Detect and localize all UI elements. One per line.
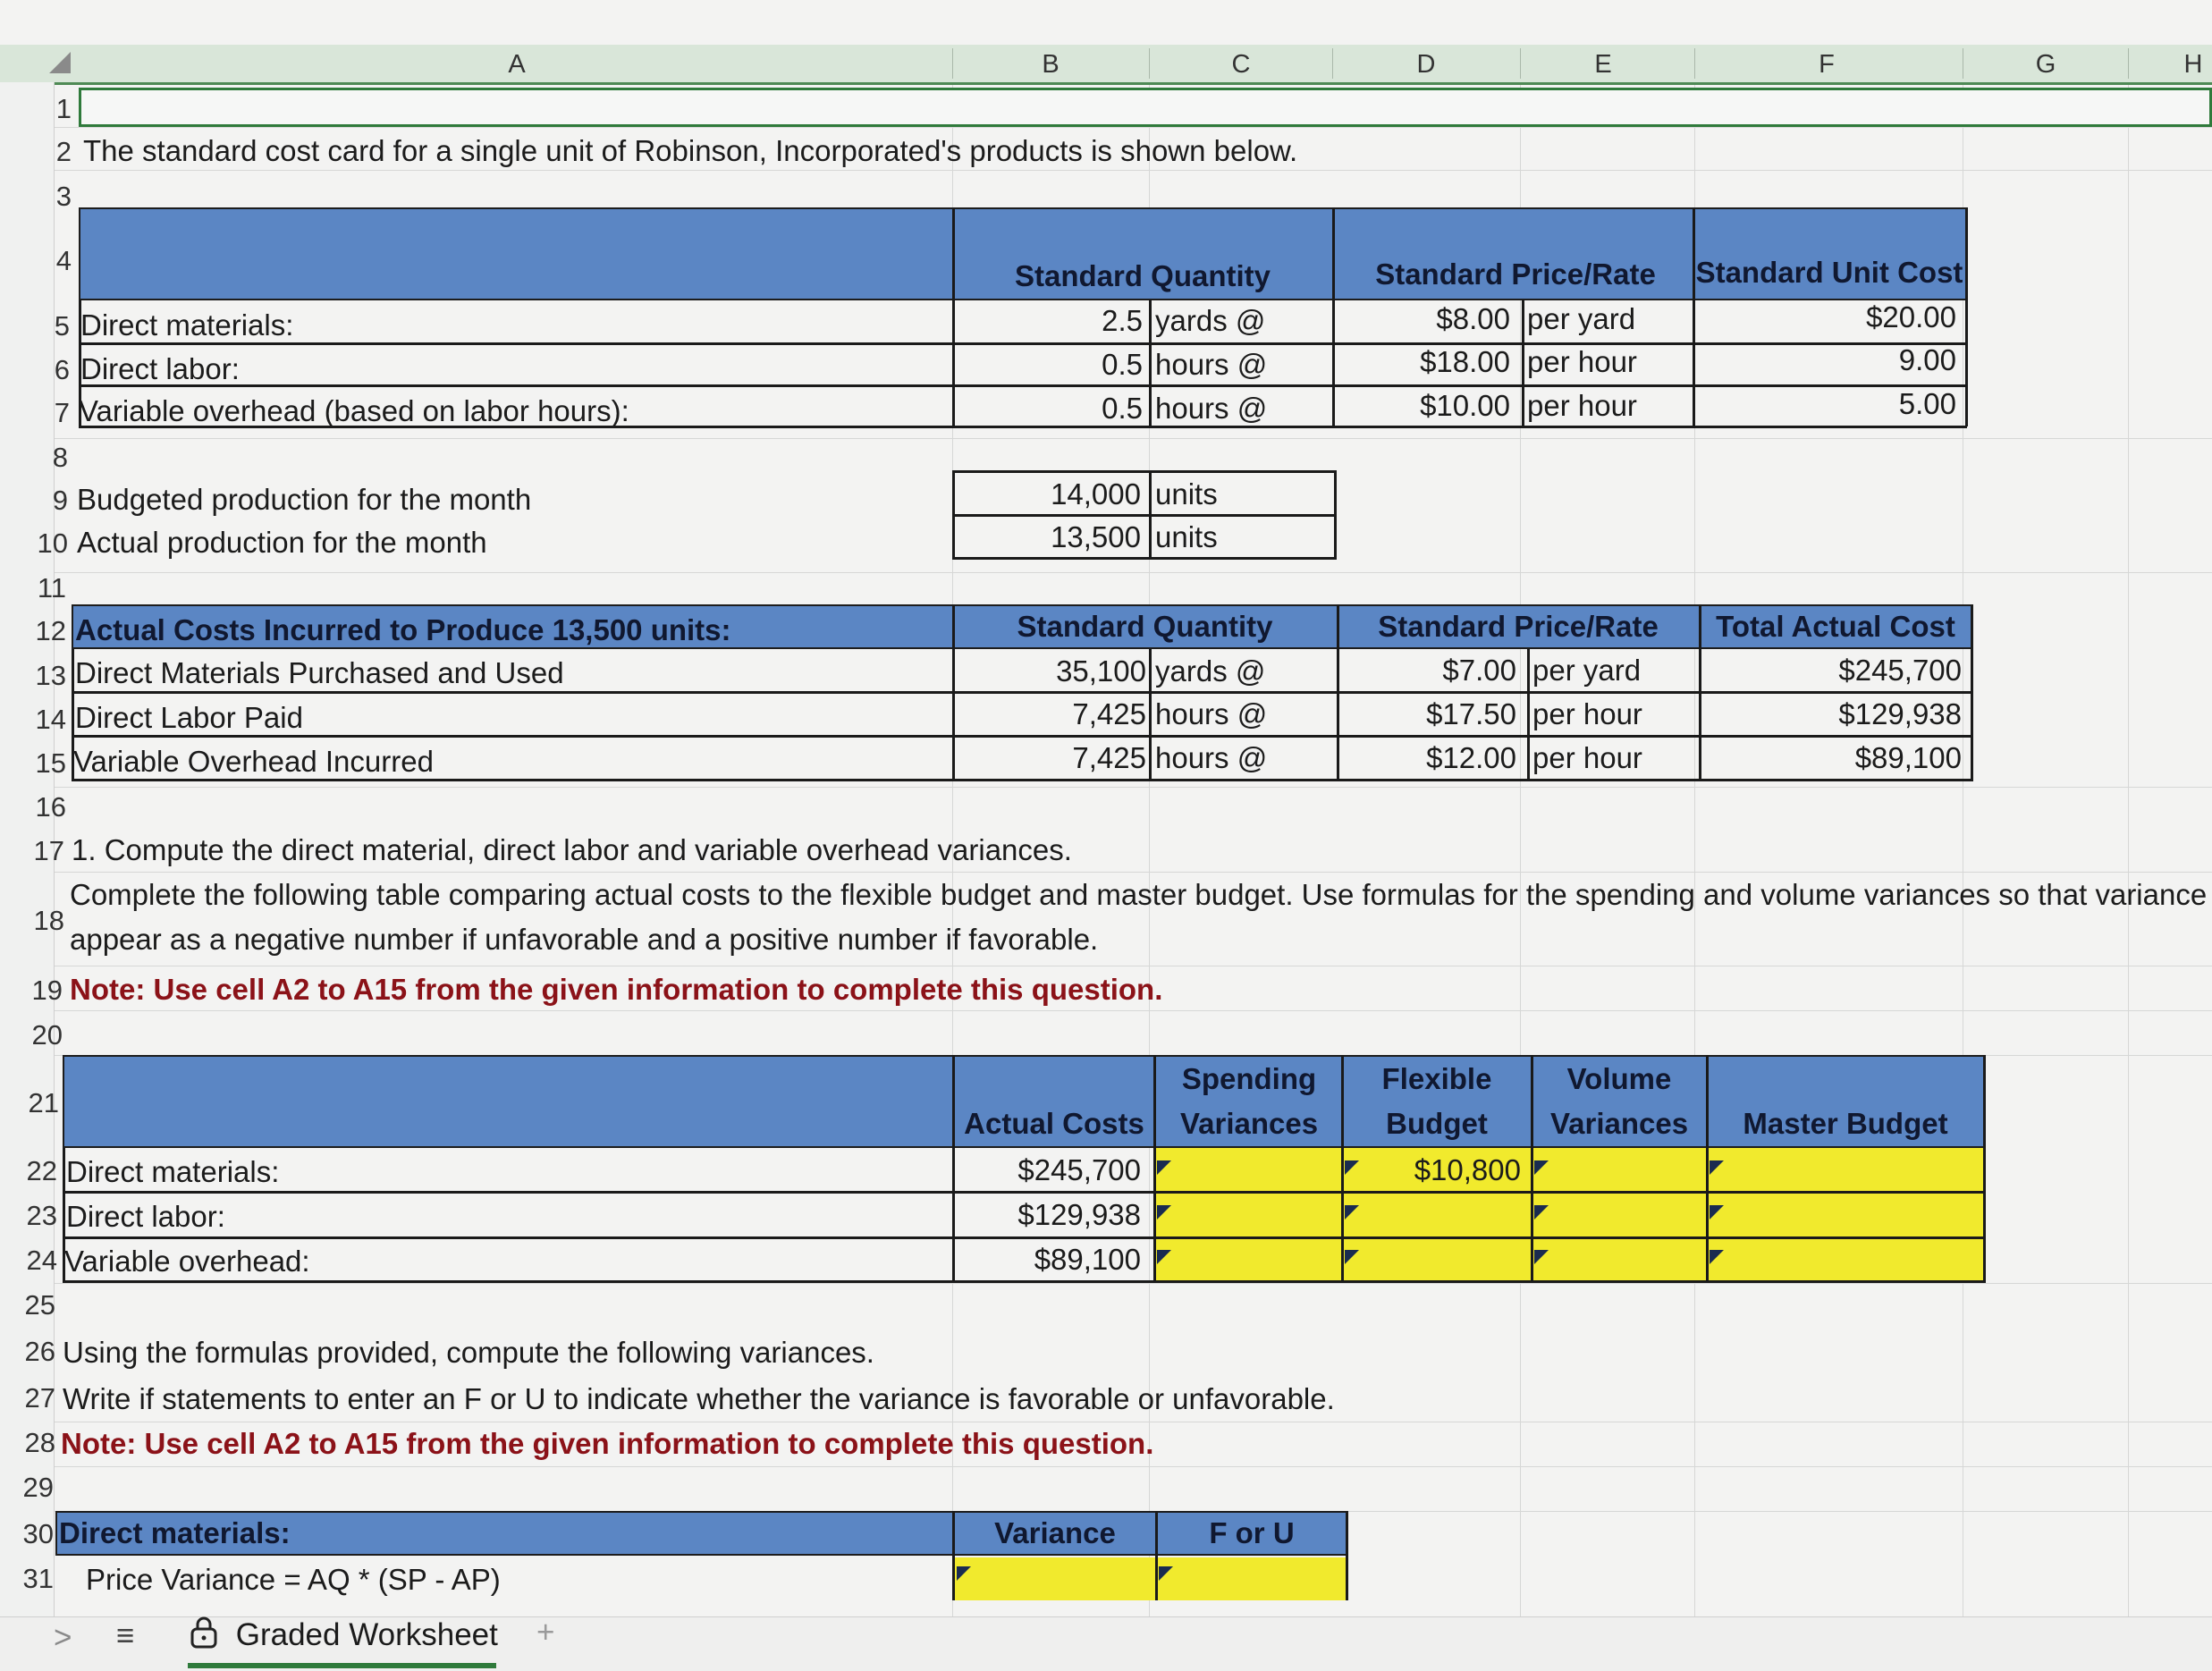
header-variance[interactable]: Variance [994,1516,1116,1549]
budget-row-actual[interactable]: $245,700 [1017,1153,1141,1186]
border [72,779,1972,781]
column-header-d[interactable]: D [1416,50,1436,79]
header-master-budget[interactable]: Master Budget [1743,1107,1948,1140]
column-header-c[interactable]: C [1231,50,1251,79]
column-divider[interactable] [952,48,953,79]
budget-row-actual[interactable]: $89,100 [1034,1243,1141,1276]
border [1522,300,1524,426]
cost-row-price[interactable]: $18.00 [1420,345,1510,378]
row-number[interactable]: 17 [33,835,64,866]
row-number[interactable]: 29 [22,1472,54,1503]
intro-text[interactable]: The standard cost card for a single unit of Robinson, Incorporated's products is shown below. [83,134,1298,167]
actual-row-qty-unit[interactable]: hours @ [1155,741,1268,774]
border [952,557,1337,560]
border [952,207,955,426]
border [72,735,1972,738]
border [1983,1055,1986,1283]
border [1334,470,1337,560]
actual-row-qty[interactable]: 7,425 [1072,697,1146,730]
gridline [1520,76,1521,1623]
cost-row-price-unit[interactable]: per hour [1527,345,1637,378]
row-number[interactable]: 18 [33,905,64,936]
menu-icon[interactable]: ≡ [116,1618,135,1653]
border [1149,300,1152,426]
actual-row-price[interactable]: $12.00 [1426,741,1516,774]
column-divider[interactable] [1332,48,1333,79]
header-standard-quantity[interactable]: Standard Quantity [1017,610,1273,643]
row-number[interactable]: 31 [22,1563,54,1594]
border [63,1280,1985,1283]
gridline [49,1010,2212,1011]
gridline [2128,76,2129,1623]
column-divider[interactable] [1520,48,1521,79]
formula-flag-icon [1345,1250,1359,1264]
column-header-a[interactable]: A [508,50,526,79]
variance-table-title[interactable]: Direct materials: [59,1516,291,1549]
column-header-h[interactable]: H [2183,50,2203,79]
active-tab-underline [188,1663,496,1668]
input-area-yellow[interactable] [1155,1148,1983,1283]
row-number[interactable]: 13 [35,660,66,691]
header-standard-price[interactable]: Standard Price/Rate [1375,257,1656,291]
formula-flag-icon [1534,1250,1549,1264]
formula-flag-icon [1345,1205,1359,1219]
row-number[interactable]: 1 [55,93,72,124]
column-header-e[interactable]: E [1594,50,1612,79]
row-number[interactable]: 27 [24,1382,55,1414]
lock-icon [190,1616,218,1649]
actual-row-label[interactable]: Direct Materials Purchased and Used [75,656,564,689]
cost-row-label[interactable]: Direct labor: [80,352,240,385]
gridline [49,170,2212,171]
row-number[interactable]: 25 [24,1289,55,1321]
gridline [49,872,2212,873]
sheet-tab-graded-worksheet[interactable] [190,1616,498,1653]
border [1706,1055,1709,1283]
actual-row-label[interactable]: Variable Overhead Incurred [73,745,434,778]
border [1965,207,1968,426]
formula-flag-icon [1710,1160,1724,1175]
column-header-bar [0,45,2212,85]
header-volume-variances[interactable]: Volume [1566,1062,1672,1095]
border [63,1191,1985,1194]
header-spending-variances[interactable]: Spending [1181,1062,1317,1095]
formula-flag-icon [1534,1205,1549,1219]
border [952,470,1337,473]
budget-row-flexible[interactable]: $10,800 [1414,1153,1521,1186]
row-number[interactable]: 24 [26,1245,57,1276]
price-variance-label[interactable]: Price Variance = AQ * (SP - AP) [86,1563,501,1596]
budget-row-label[interactable]: Variable overhead: [64,1245,310,1278]
row-number[interactable]: 4 [55,245,72,276]
cost-row-unit-cost[interactable]: 9.00 [1898,343,1956,376]
actual-row-price[interactable]: $7.00 [1442,654,1516,687]
header-flexible-budget-line2[interactable]: Budget [1386,1107,1488,1140]
header-standard-price[interactable]: Standard Price/Rate [1378,610,1659,643]
budget-row-label[interactable]: Direct labor: [66,1200,225,1233]
row-number[interactable]: 12 [35,615,66,646]
row-number[interactable]: 7 [54,397,70,428]
q1-instruction[interactable]: 1. Compute the direct material, direct labor and variable overhead variances. [72,833,1072,866]
cost-row-label[interactable]: Variable overhead (based on labor hours): [79,394,629,427]
select-all-corner[interactable] [49,52,71,73]
cost-row-price-unit[interactable]: per hour [1527,389,1637,422]
production-unit[interactable]: units [1155,477,1218,511]
budget-row-actual[interactable]: $129,938 [1017,1198,1141,1231]
row-number[interactable]: 22 [26,1155,57,1186]
gridline [49,1466,2212,1467]
cost-row-unit-cost[interactable]: 5.00 [1898,387,1956,420]
actual-row-total[interactable]: $245,700 [1838,654,1962,687]
budget-row-label[interactable]: Direct materials: [66,1155,280,1188]
column-divider[interactable] [1694,48,1695,79]
formula-flag-icon [1157,1205,1171,1219]
cost-row-label[interactable]: Direct materials: [80,308,294,342]
header-standard-quantity[interactable]: Standard Quantity [1014,259,1271,292]
column-header-f[interactable]: F [1819,50,1835,79]
border [952,1055,955,1283]
border [1332,207,1335,426]
formula-flag-icon [1710,1250,1724,1264]
gridline [49,438,2212,439]
border [1149,470,1152,560]
cost-row-qty-unit[interactable]: yards @ [1155,304,1266,337]
selected-cell-a1[interactable] [79,88,2212,127]
border [63,1236,1985,1239]
column-header-g[interactable]: G [2035,50,2056,79]
row-number[interactable]: 15 [35,747,66,779]
formula-flag-icon [1710,1205,1724,1219]
border [952,470,955,560]
row-number[interactable]: 6 [54,354,70,385]
row-number[interactable]: 5 [54,310,70,342]
column-divider[interactable] [1149,48,1150,79]
row-number[interactable]: 10 [37,527,68,559]
header-volume-variances-line2[interactable]: Variances [1549,1107,1689,1140]
border [1693,207,1695,426]
production-unit[interactable]: units [1155,520,1218,553]
row-number[interactable]: 28 [24,1427,55,1458]
border [79,342,1967,345]
row-number[interactable]: 19 [31,975,63,1006]
cost-row-qty[interactable]: 2.5 [1102,304,1143,337]
production-value[interactable]: 13,500 [1051,520,1141,553]
header-actual-costs[interactable]: Actual Costs [964,1107,1144,1140]
column-divider[interactable] [2128,48,2129,79]
cost-row-price[interactable]: $10.00 [1420,389,1510,422]
cost-row-qty[interactable]: 0.5 [1102,348,1143,381]
border [952,514,1337,517]
border [79,384,1967,387]
q1-note[interactable]: Note: Use cell A2 to A15 from the given information to complete this question. [70,973,1163,1006]
actual-row-total[interactable]: $89,100 [1854,741,1962,774]
q2-instruction-line2[interactable]: Write if statements to enter an F or U to indicate whether the variance is favorable or unfavorable. [63,1382,1335,1415]
actual-row-label[interactable]: Direct Labor Paid [75,701,303,734]
q1-instruction-line2[interactable]: Complete the following table comparing actual costs to the flexible budget and master budget. Use formulas for the spending and volume variances so that variance [70,878,2208,911]
formula-flag-icon [1534,1160,1549,1175]
cost-row-qty-unit[interactable]: hours @ [1155,348,1268,381]
row-number[interactable]: 30 [22,1518,54,1549]
header-total-actual-cost[interactable]: Total Actual Cost [1716,610,1955,643]
actual-row-qty[interactable]: 7,425 [1072,741,1146,774]
border [1346,1511,1348,1600]
q1-instruction-line3[interactable]: appear as a negative number if unfavorable and a positive number if favorable. [70,923,1099,956]
gridline [49,787,2212,788]
row-number[interactable]: 26 [24,1336,55,1367]
chevron-right-icon[interactable]: > [54,1620,72,1655]
formula-flag-icon [957,1566,971,1581]
production-value[interactable]: 14,000 [1051,477,1141,511]
actual-row-price-unit[interactable]: per hour [1532,697,1642,730]
actual-row-qty-unit[interactable]: hours @ [1155,697,1268,730]
actual-row-qty-unit[interactable]: yards @ [1155,654,1266,688]
header-flexible-budget[interactable]: Flexible [1381,1062,1492,1095]
formula-flag-icon [1345,1160,1359,1175]
q2-note[interactable]: Note: Use cell A2 to A15 from the given information to complete this question. [61,1427,1154,1460]
formula-flag-icon [1157,1160,1171,1175]
actual-row-price-unit[interactable]: per hour [1532,741,1642,774]
cost-row-qty[interactable]: 0.5 [1102,392,1143,425]
column-header-b[interactable]: B [1042,50,1060,79]
cost-row-price-unit[interactable]: per yard [1527,302,1636,335]
actual-row-price-unit[interactable]: per yard [1532,654,1642,687]
row-number[interactable]: 14 [35,704,66,735]
header-f-or-u[interactable]: F or U [1209,1516,1295,1549]
row-number[interactable]: 8 [52,442,68,473]
sheet-tab-label: Graded Worksheet [235,1617,498,1652]
row-number[interactable]: 20 [31,1019,63,1051]
border [1149,649,1152,781]
actual-row-total[interactable]: $129,938 [1838,697,1962,730]
border [72,691,1972,694]
cost-row-price[interactable]: $8.00 [1436,302,1510,335]
gridline [49,127,2212,128]
border [1527,649,1530,781]
formula-flag-icon [1157,1250,1171,1264]
row-number[interactable]: 21 [28,1087,59,1118]
actual-costs-title[interactable]: Actual Costs Incurred to Produce 13,500 units: [75,613,731,646]
header-spending-variances-line2[interactable]: Variances [1179,1107,1319,1140]
row-number[interactable]: 9 [52,485,68,516]
q2-instruction[interactable]: Using the formulas provided, compute the following variances. [63,1336,874,1369]
row-number[interactable]: 16 [35,791,66,823]
actual-row-qty[interactable]: 35,100 [1056,654,1146,688]
actual-row-price[interactable]: $17.50 [1426,697,1516,730]
cost-row-unit-cost[interactable]: $20.00 [1866,300,1956,333]
row-number[interactable]: 3 [55,181,72,212]
input-area-yellow[interactable] [955,1557,1346,1600]
row-number[interactable]: 23 [26,1200,57,1231]
production-label[interactable]: Actual production for the month [77,526,487,559]
formula-flag-icon [1159,1566,1173,1581]
row-number[interactable]: 2 [55,136,72,167]
row-number[interactable]: 11 [37,572,66,603]
gridline [49,1283,2212,1284]
cost-row-qty-unit[interactable]: hours @ [1155,392,1268,425]
gridline [49,572,2212,573]
production-label[interactable]: Budgeted production for the month [77,483,532,516]
add-sheet-button[interactable]: + [536,1615,555,1650]
header-standard-unit-cost[interactable]: Standard Unit Cost [1695,256,1963,289]
